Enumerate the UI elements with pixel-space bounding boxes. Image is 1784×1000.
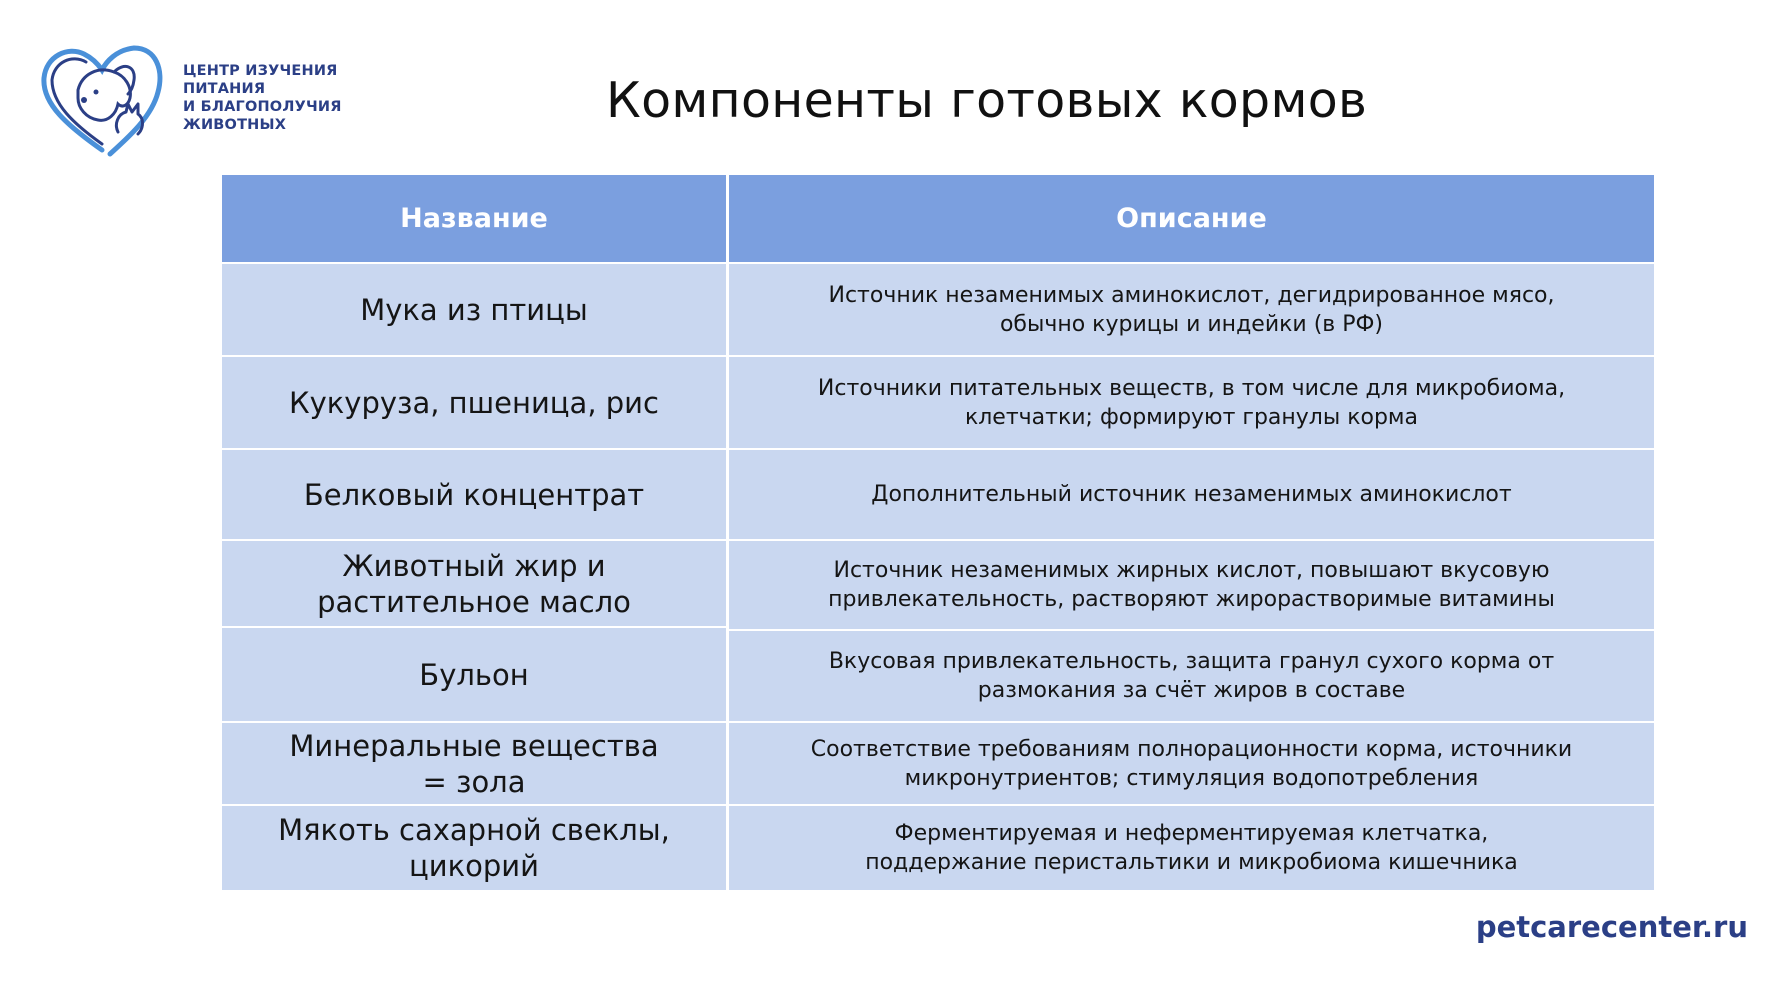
table-cell-description xyxy=(729,541,1654,629)
description-line: микронутриентов; стимуляция водопотребления xyxy=(904,765,1479,791)
heart-dog-cat-icon xyxy=(38,40,166,160)
description-text xyxy=(871,480,1511,509)
logo-line: ПИТАНИЯ xyxy=(183,81,266,97)
name-text xyxy=(419,657,528,693)
name-line: растительное масло xyxy=(317,584,631,619)
table-cell-name xyxy=(222,450,726,539)
name-line: цикорий xyxy=(409,849,539,883)
description-line: поддержание перистальтики и микробиома кишечника xyxy=(865,850,1518,875)
description-text xyxy=(818,374,1565,432)
page-title: Компоненты готовых кормов xyxy=(606,72,1368,129)
name-line: = зола xyxy=(422,764,526,799)
logo-line: ЦЕНТР ИЗУЧЕНИЯ xyxy=(183,63,338,79)
description-line: размокания за счёт жиров в составе xyxy=(977,678,1406,703)
table-cell-description xyxy=(729,806,1654,890)
table-cell-name xyxy=(222,806,726,890)
description-text xyxy=(865,819,1518,877)
header-description: Описание xyxy=(729,175,1654,262)
description-line: Ферментируемая и неферментируемая клетчатка, xyxy=(894,821,1489,846)
name-line: Животный жир и xyxy=(342,548,606,583)
description-line: Вкусовая привлекательность, защита гранул сухого корма от xyxy=(828,649,1555,674)
description-line: Соответствие требованиям полнорационности корма, источники xyxy=(810,736,1573,762)
header-name: Название xyxy=(222,175,726,262)
site-url: petcarecenter.ru xyxy=(1475,910,1748,944)
name-text xyxy=(304,477,644,513)
logo-line: ЖИВОТНЫХ xyxy=(183,117,287,133)
table-cell-name xyxy=(222,628,726,721)
description-line: привлекательность, растворяют жирорастворимые витамины xyxy=(828,587,1555,612)
table-cell-description xyxy=(729,357,1654,448)
table-cell-name xyxy=(222,541,726,626)
description-text xyxy=(829,647,1554,705)
name-line: Мука из птицы xyxy=(360,292,588,327)
description-line: обычно курицы и индейки (в РФ) xyxy=(999,311,1384,337)
description-text xyxy=(828,556,1555,614)
logo-line: И БЛАГОПОЛУЧИЯ xyxy=(183,99,342,115)
name-line: Минеральные вещества xyxy=(289,728,659,763)
name-line: Кукуруза, пшеница, рис xyxy=(289,385,659,420)
name-text xyxy=(289,728,658,800)
name-text xyxy=(317,548,631,620)
table-cell-description xyxy=(729,631,1654,721)
description-line: Источник незаменимых жирных кислот, повышают вкусовую xyxy=(833,558,1550,583)
name-line: Бульон xyxy=(419,657,529,692)
table-cell-name xyxy=(222,264,726,355)
description-line: клетчатки; формируют гранулы корма xyxy=(964,404,1419,430)
name-line: Белковый концентрат xyxy=(303,477,645,512)
description-line: Источник незаменимых аминокислот, дегидрированное мясо, xyxy=(828,282,1555,308)
table-header-row xyxy=(222,175,1654,262)
name-text xyxy=(278,812,670,884)
description-text xyxy=(829,281,1555,339)
logo xyxy=(38,40,358,160)
table-cell-description xyxy=(729,723,1654,804)
table-cell-description xyxy=(729,450,1654,539)
name-line: Мякоть сахарной свеклы, xyxy=(278,813,670,847)
table-cell-name xyxy=(222,357,726,448)
description-line: Дополнительный источник незаменимых аминокислот xyxy=(871,482,1512,507)
name-text xyxy=(289,385,659,421)
name-text xyxy=(360,292,588,328)
table-cell-name xyxy=(222,723,726,804)
description-text xyxy=(811,735,1572,793)
description-line: Источники питательных веществ, в том числе для микробиома, xyxy=(817,375,1566,401)
table-cell-description xyxy=(729,264,1654,355)
logo-text xyxy=(183,62,342,134)
